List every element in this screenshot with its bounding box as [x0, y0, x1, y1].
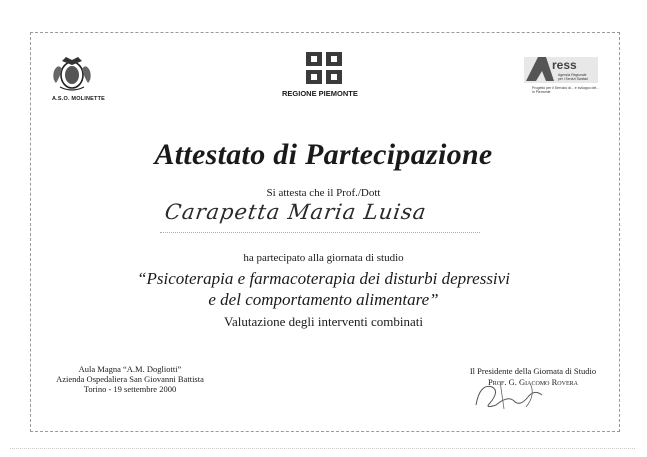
- president-title: Il Presidente della Giornata di Studio: [469, 366, 597, 376]
- participant-name: Carapetta Maria Luisa: [163, 200, 429, 224]
- aress-logo: [524, 55, 598, 85]
- participation-line: ha partecipato alla giornata di studio: [243, 252, 404, 264]
- molinette-crest-logo: [50, 53, 94, 93]
- study-subtitle: Valutazione degli interventi combinati: [224, 314, 423, 329]
- aso-molinette-label: A.S.O. MOLINETTE: [52, 96, 106, 102]
- svg-text:ress: ress: [552, 58, 577, 72]
- president-signature: [470, 375, 560, 413]
- venue-line-1: Aula Magna “A.M. Dogliotti”: [78, 364, 182, 374]
- regione-piemonte-label: REGIONE PIEMONTE: [282, 89, 358, 98]
- president-name: Prof. G. Giacomo Rovera: [488, 377, 578, 387]
- aress-tagline: Progetto per il Servizio di... e sviluppo del... in Piemonte: [532, 86, 600, 94]
- attesta-line: Si attesta che il Prof./Dott: [266, 187, 381, 199]
- page-edge-line: [10, 448, 635, 449]
- certificate-title: Attestato di Partecipazione: [154, 138, 493, 171]
- name-dotted-line: [160, 232, 480, 233]
- venue-line-3: Torino - 19 settembre 2000: [83, 384, 177, 394]
- study-title-line-1: “Psicoterapia e farmacoterapia dei disturbi depressivi: [137, 269, 510, 288]
- svg-text:Agenzia Regionale: Agenzia Regionale: [558, 73, 587, 77]
- venue-line-2: Azienda Ospedaliera San Giovanni Battista: [56, 374, 204, 384]
- venue-block: [30, 364, 230, 394]
- study-title-line-2: e del comportamento alimentare”: [208, 290, 439, 309]
- regione-piemonte-logo: [306, 52, 342, 84]
- svg-text:per i Servizi Sanitari: per i Servizi Sanitari: [558, 77, 589, 81]
